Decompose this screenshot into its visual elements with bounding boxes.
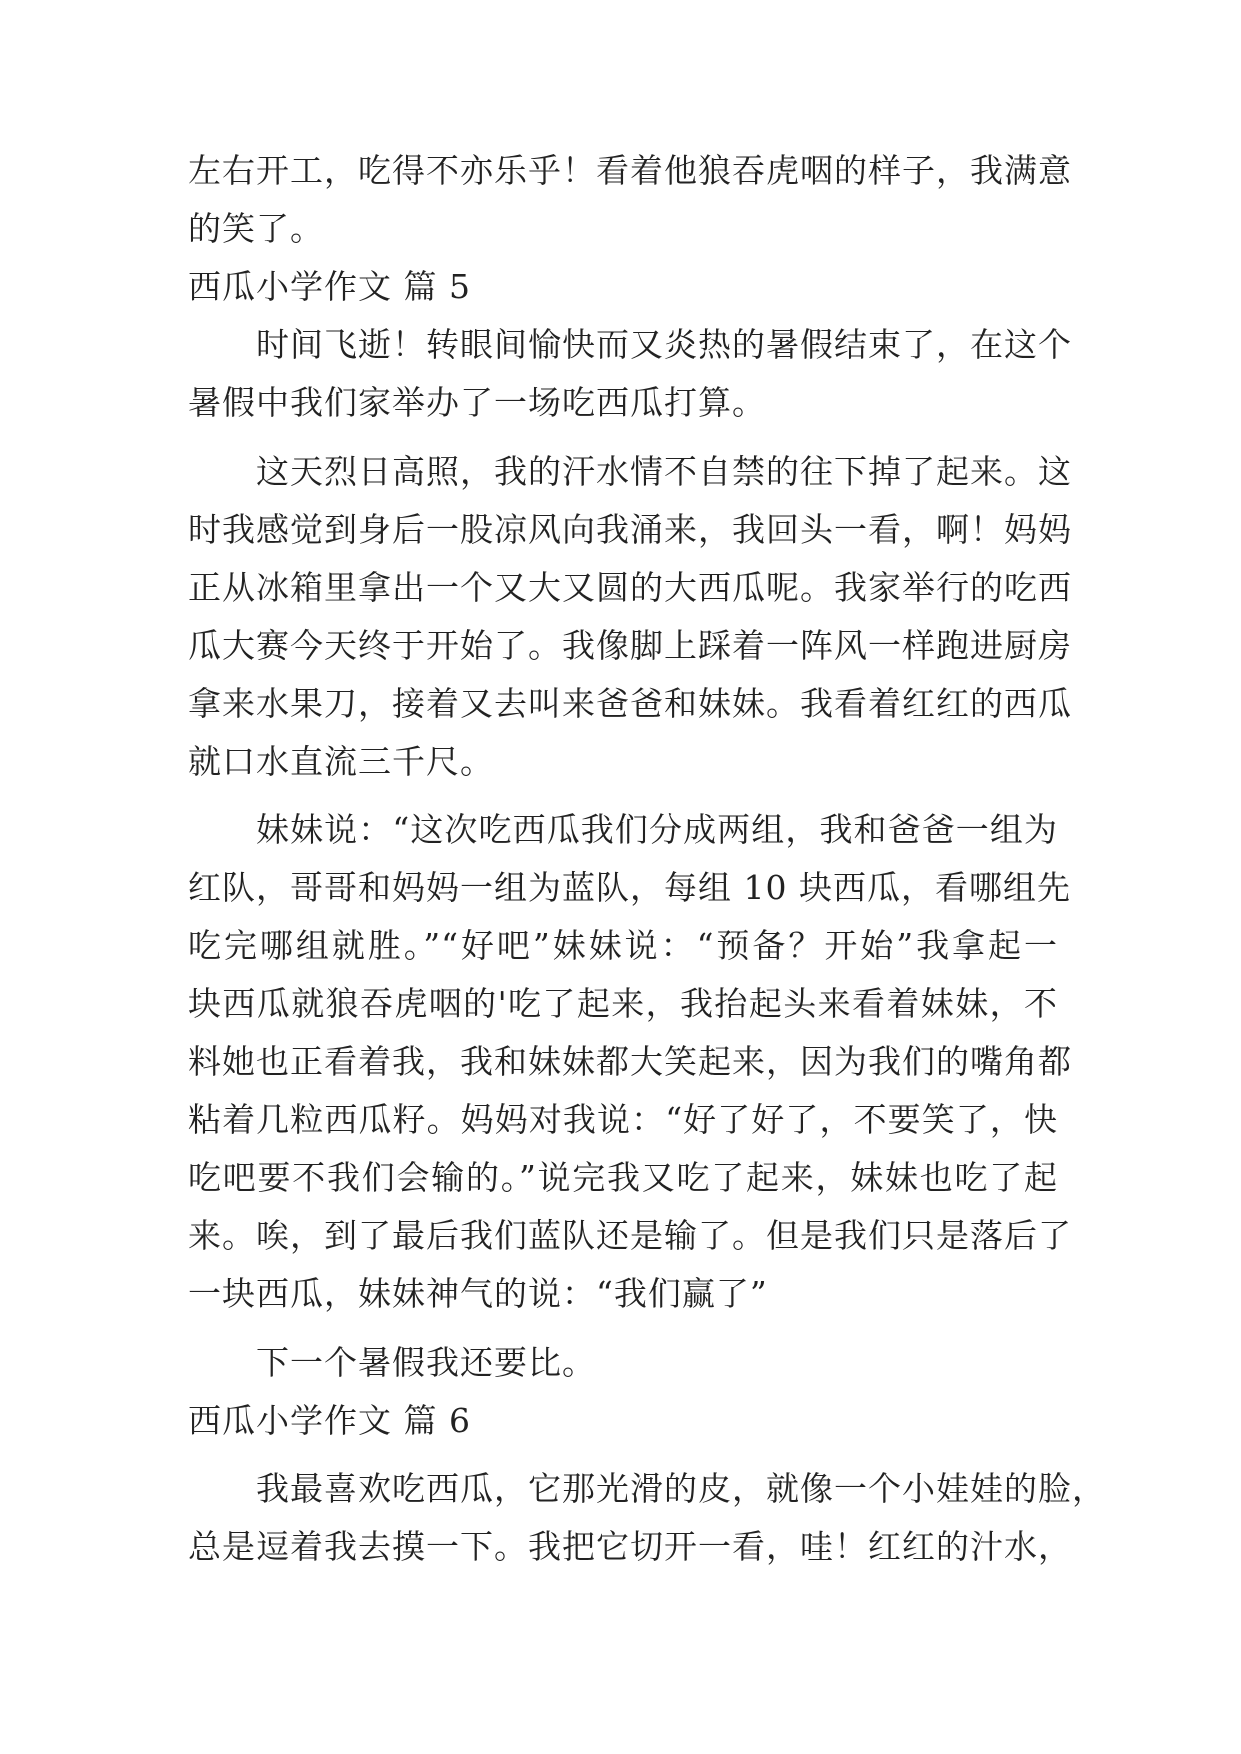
text-line: 吃完哪组就胜。”“好吧”妹妹说：“预备？开始”我拿起一 xyxy=(188,926,1058,965)
text-line: 下一个暑假我还要比。 xyxy=(256,1343,596,1382)
text-line: 暑假中我们家举办了一场吃西瓜打算。 xyxy=(188,383,766,422)
text-line: 总是逗着我去摸一下。我把它切开一看，哇！红红的汁水， xyxy=(188,1527,1072,1566)
text-line: 块西瓜就狼吞虎咽的'吃了起来，我抬起头来看着妹妹，不 xyxy=(188,984,1058,1023)
text-line: 瓜大赛今天终于开始了。我像脚上踩着一阵风一样跑进厨房 xyxy=(188,626,1072,665)
text-line: 我最喜欢吃西瓜，它那光滑的皮，就像一个小娃娃的脸， xyxy=(256,1469,1106,1508)
text-line: 时间飞逝！转眼间愉快而又炎热的暑假结束了，在这个 xyxy=(256,325,1072,364)
text-line: 左右开工，吃得不亦乐乎！看着他狼吞虎咽的样子，我满意 xyxy=(188,151,1072,190)
text-line: 就口水直流三千尺。 xyxy=(188,742,494,781)
text-line: 的笑了。 xyxy=(188,209,324,248)
text-line: 时我感觉到身后一股凉风向我涌来，我回头一看，啊！妈妈 xyxy=(188,510,1072,549)
text-line: 红队，哥哥和妈妈一组为蓝队，每组 10 块西瓜，看哪组先 xyxy=(188,868,1071,907)
text-line: 正从冰箱里拿出一个又大又圆的大西瓜呢。我家举行的吃西 xyxy=(188,568,1072,607)
text-line: 来。唉，到了最后我们蓝队还是输了。但是我们只是落后了 xyxy=(188,1216,1072,1255)
text-line: 粘着几粒西瓜籽。妈妈对我说：“好了好了，不要笑了，快 xyxy=(188,1100,1058,1139)
text-line: 拿来水果刀，接着又去叫来爸爸和妹妹。我看着红红的西瓜 xyxy=(188,684,1072,723)
text-line: 料她也正看着我，我和妹妹都大笑起来，因为我们的嘴角都 xyxy=(188,1042,1072,1081)
text-line: 一块西瓜，妹妹神气的说：“我们赢了” xyxy=(188,1274,768,1313)
text-line: 妹妹说：“这次吃西瓜我们分成两组，我和爸爸一组为 xyxy=(256,810,1058,849)
section-heading: 西瓜小学作文 篇 6 xyxy=(188,1401,471,1440)
text-line: 这天烈日高照，我的汗水情不自禁的往下掉了起来。这 xyxy=(256,452,1072,491)
section-heading: 西瓜小学作文 篇 5 xyxy=(188,267,471,306)
text-line: 吃吧要不我们会输的。”说完我又吃了起来，妹妹也吃了起 xyxy=(188,1158,1058,1197)
